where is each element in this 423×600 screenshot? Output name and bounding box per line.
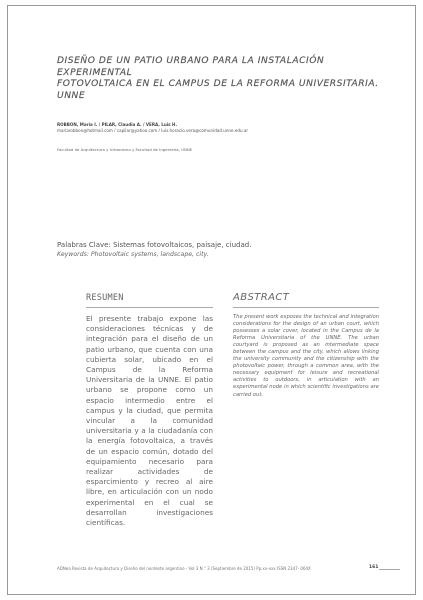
resumen-heading: RESUMEN bbox=[86, 293, 124, 303]
page-number-rule bbox=[379, 569, 400, 570]
title-line-1: DISEÑO DE UN PATIO URBANO PARA LA INSTALACIÓN EXPERIMENTAL bbox=[57, 56, 325, 78]
keywords-block bbox=[57, 240, 377, 260]
author-names: ROBBON, María I. / PILAR, Claudia A. / VERA, Luis H. bbox=[57, 122, 178, 127]
title-line-2: FOTOVOLTAICA EN EL CAMPUS DE LA REFORMA UNIVERSITARIA. UNNE bbox=[57, 79, 379, 101]
page-number: 161 bbox=[369, 565, 379, 570]
keywords-english: Keywords: Photovoltaic systems, landscape, city. bbox=[57, 251, 209, 258]
resumen-body: El presente trabajo expone las consideraciones técnicas y de integración para el diseño de un patio urbano, que cuenta con una cubierta solar, ubicado en el Campus de la Reforma Universitaria de la UNNE. El patio urbano se propone como un espacio intermedio entre el campus y la ciudad, que permita vincular a la comunidad universitaria y a la ciudadanía con la energía fotovoltaica, a través de un espacio común, dotado del equipamiento necesario para realizar actividades de esparcimiento y recreo al aire libre, en articulación con un nodo experimental en el cual se desarrollan investigaciones científicas. bbox=[86, 314, 213, 528]
affiliation: Facultad de Arquitectura y Urbanismo y Facultad de Ingeniería, UNNE bbox=[57, 147, 193, 152]
page-footer bbox=[57, 566, 397, 574]
abstract-column bbox=[233, 292, 379, 404]
abstract-heading: ABSTRACT bbox=[233, 292, 290, 303]
author-emails: mariarobbon@hotmail.com / capilar@yahoo.com / luis.horacio.vera@comunidad.unne.edu.ar bbox=[57, 128, 249, 133]
author-block bbox=[57, 122, 377, 134]
resumen-column bbox=[86, 292, 213, 536]
journal-citation: ADNea Revista de Arquitectura y Diseño del nordeste argentino - Vol 3 N.° 3 (Septiembre de 2015) Pp.xx-xxx ISSN 2347- 064X bbox=[57, 566, 311, 571]
abstract-body: The present work exposes the technical and integration considerations for the design of an urban court, which possesses a solar cover, located in the Campus de la Reforma Universitaria of the UNNE. The urban courtyard is proposed as an intermediate space between the campus and the city, which allows linking the university community and the citizenship with the photovoltaic power, through a common area, with the necessary equipment for leisure and recreational activities to outdoors, in articulation with an experimental node in which scientific investigations are carried out. bbox=[233, 314, 379, 398]
resumen-divider bbox=[86, 307, 213, 308]
article-title bbox=[57, 56, 387, 102]
abstract-divider bbox=[233, 307, 379, 308]
keywords-spanish: Palabras Clave: Sistemas fotovoltaicos, paisaje, ciudad. bbox=[57, 241, 252, 249]
